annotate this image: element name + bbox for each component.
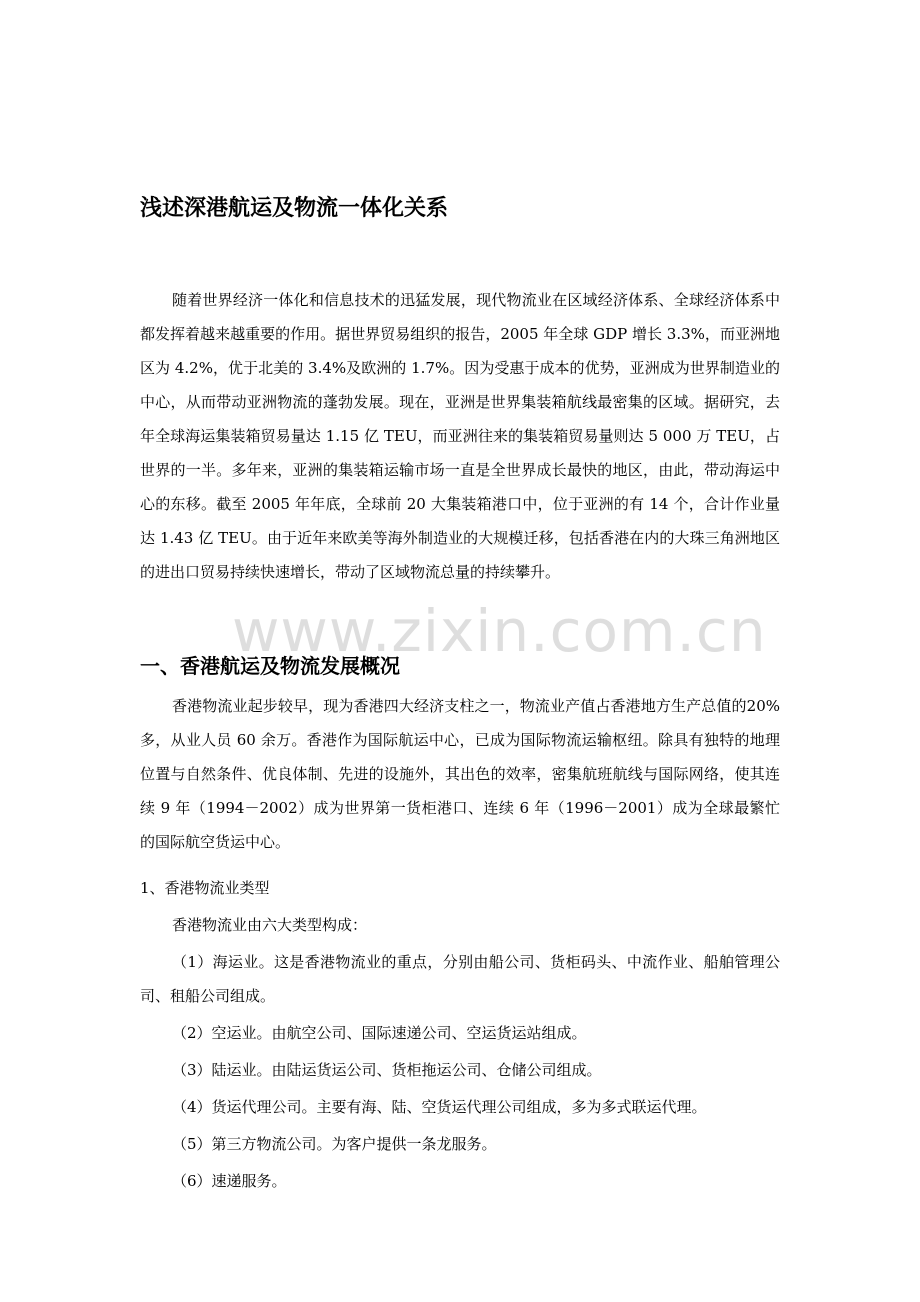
type-item-3: （3）陆运业。由陆运货运公司、货柜拖运公司、仓储公司组成。 (172, 1061, 602, 1079)
type-item-4: （4）货运代理公司。主要有海、陆、空货运代理公司组成，多为多式联运代理。 (172, 1098, 707, 1116)
section-1-paragraph: 香港物流业起步较早，现为香港四大经济支柱之一，物流业产值占香港地方生产总值的20%多，从业人员 60 余万。香港作为国际航运中心，已成为国际物流运输枢纽。除具有独特的地理位置与自然条件、优良体制、先进的设施外，其出色的效率，密集航班航线与国际网络，使其连续 9 年（1994－2002）成为世界第一货柜港口、连续 6 年（1996－2001）成为全球最繁忙的国际航空货运中心。 (140, 697, 780, 851)
subsection-lead: 香港物流业由六大类型构成： (172, 916, 368, 934)
type-item-2: （2）空运业。由航空公司、国际速递公司、空运货运站组成。 (172, 1024, 587, 1042)
intro-paragraph: 随着世界经济一体化和信息技术的迅猛发展，现代物流业在区域经济体系、全球经济体系中都发挥着越来越重要的作用。据世界贸易组织的报告，2005 年全球 GDP 增长 3.3%，而亚洲地区为 4.2%，优于北美的 3.4%及欧洲的 1.7%。因为受惠于成本的优势，亚洲成为世界制造业的中心，从而带动亚洲物流的蓬勃发展。现在，亚洲是世界集装箱航线最密集的区域。据研究，去年全球海运集装箱贸易量达 1.15 亿 TEU，而亚洲往来的集装箱贸易量则达 5 000 万 TEU，占世界的一半。多年来，亚洲的集装箱运输市场一直是全世界成长最快的地区，由此，带动海运中心的东移。截至 2005 年年底，全球前 20 大集装箱港口中，位于亚洲的有 14 个，合计作业量达 1.43 亿 TEU。由于近年来欧美等海外制造业的大规模迁移，包括香港在内的大珠三角洲地区的进出口贸易持续快速增长，带动了区域物流总量的持续攀升。 (140, 291, 780, 581)
document-title: 浅述深港航运及物流一体化关系 (140, 196, 449, 221)
type-item-6: （6）速递服务。 (172, 1172, 287, 1190)
type-item-1: （1）海运业。这是香港物流业的重点，分别由船公司、货柜码头、中流作业、船舶管理公司、租船公司组成。 (140, 953, 780, 1005)
section-heading-1: 一、香港航运及物流发展概况 (140, 654, 400, 678)
subsection-heading-1: 1、香港物流业类型 (140, 879, 270, 897)
watermark: www.zixin.com.cn (232, 597, 767, 665)
type-item-5: （5）第三方物流公司。为客户提供一条龙服务。 (172, 1135, 497, 1153)
